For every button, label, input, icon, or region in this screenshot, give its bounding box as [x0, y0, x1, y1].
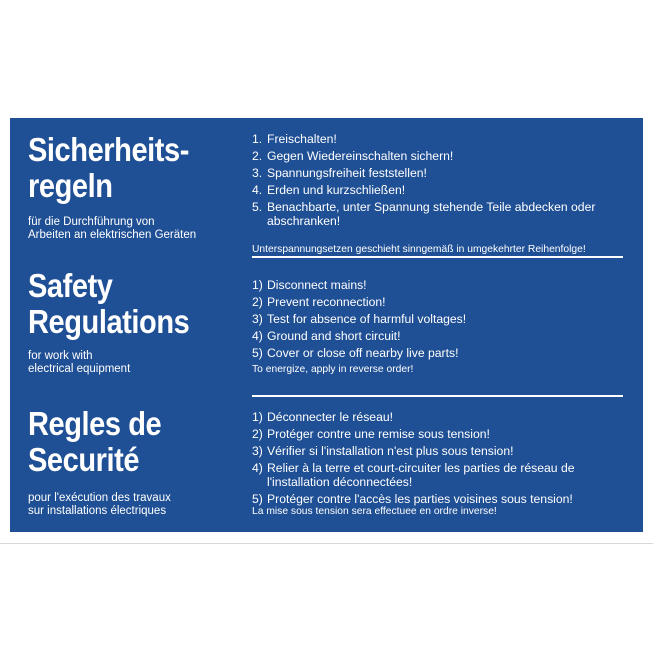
step-item: [252, 295, 632, 309]
subtitle-line: electrical equipment: [28, 363, 131, 375]
section-title: [28, 406, 222, 478]
step-number: 1): [252, 278, 263, 292]
step-number: 1): [252, 410, 263, 424]
section-subtitle: [28, 350, 258, 376]
steps-list: [252, 410, 632, 509]
step-text: Freischalten!: [267, 132, 337, 146]
step-number: 3): [252, 312, 263, 326]
step-text: Vérifier si l'installation n'est plus sous tension!: [267, 444, 514, 458]
subtitle-line: pour l'exécution des travaux: [28, 492, 171, 504]
step-item: [252, 410, 632, 424]
section-title: [28, 132, 222, 204]
step-text: Benachbarte, unter Spannung stehende Teile abdecken oder abschranken!: [267, 200, 596, 228]
step-text: Cover or close off nearby live parts!: [267, 346, 459, 360]
step-number: 5.: [252, 200, 263, 214]
step-number: 1.: [252, 132, 263, 146]
title-line: Sicherheits-: [28, 131, 189, 168]
step-text: Déconnecter le réseau!: [267, 410, 394, 424]
subtitle-line: Arbeiten an elektrischen Geräten: [28, 229, 197, 241]
steps-list: [252, 278, 632, 363]
title-line: Securité: [28, 441, 140, 478]
step-text: Prevent reconnection!: [267, 295, 386, 309]
step-number: 5): [252, 492, 263, 506]
step-item: [252, 492, 632, 506]
step-text: Ground and short circuit!: [267, 329, 401, 343]
step-number: 3.: [252, 166, 263, 180]
subtitle-line: sur installations électriques: [28, 505, 167, 517]
step-text: Spannungsfreiheit feststellen!: [267, 166, 427, 180]
step-text: Relier à la terre et court-circuiter les parties de réseau de l'installation déconnectées!: [267, 461, 575, 489]
subtitle-line: für die Durchführung von: [28, 216, 155, 228]
section-subtitle: [28, 216, 258, 242]
title-line: regeln: [28, 167, 113, 204]
step-number: 4.: [252, 183, 263, 197]
step-item: [252, 461, 632, 489]
reverse-order-note: To energize, apply in reverse order!: [252, 364, 414, 375]
step-text: Test for absence of harmful voltages!: [267, 312, 467, 326]
step-text: Gegen Wiedereinschalten sichern!: [267, 149, 454, 163]
step-item: [252, 132, 632, 146]
step-number: 4): [252, 329, 263, 343]
step-item: [252, 149, 632, 163]
step-number: 2): [252, 295, 263, 309]
step-item: [252, 166, 632, 180]
section-divider: [252, 256, 623, 258]
title-line: Regles de: [28, 405, 162, 442]
step-item: [252, 346, 632, 360]
background-rule: [0, 543, 653, 544]
section-subtitle: [28, 492, 258, 518]
step-item: [252, 427, 632, 441]
step-text: Disconnect mains!: [267, 278, 367, 292]
step-item: [252, 278, 632, 292]
step-number: 3): [252, 444, 263, 458]
step-text: Protéger contre une remise sous tension!: [267, 427, 490, 441]
step-number: 2): [252, 427, 263, 441]
step-item: [252, 312, 632, 326]
step-item: [252, 183, 632, 197]
section-french: [10, 406, 643, 521]
reverse-order-note: Unterspannungsetzen geschieht sinngemäß in umgekehrter Reihenfolge!: [252, 244, 586, 255]
section-title: [28, 268, 222, 340]
title-line: Safety: [28, 267, 113, 304]
section-english: [10, 268, 643, 378]
step-text: Erden und kurzschließen!: [267, 183, 406, 197]
step-item: [252, 444, 632, 458]
step-item: [252, 329, 632, 343]
steps-list: [252, 132, 632, 231]
step-number: 2.: [252, 149, 263, 163]
section-german: [10, 131, 643, 255]
step-text: Protéger contre l'accès les parties voisines sous tension!: [267, 492, 573, 506]
section-divider: [252, 395, 623, 397]
title-line: Regulations: [28, 303, 190, 340]
safety-sign: [10, 118, 643, 532]
reverse-order-note: La mise sous tension sera effectuee en ordre inverse!: [252, 506, 497, 517]
step-item: [252, 200, 632, 228]
step-number: 5): [252, 346, 263, 360]
step-number: 4): [252, 461, 263, 475]
subtitle-line: for work with: [28, 350, 93, 362]
